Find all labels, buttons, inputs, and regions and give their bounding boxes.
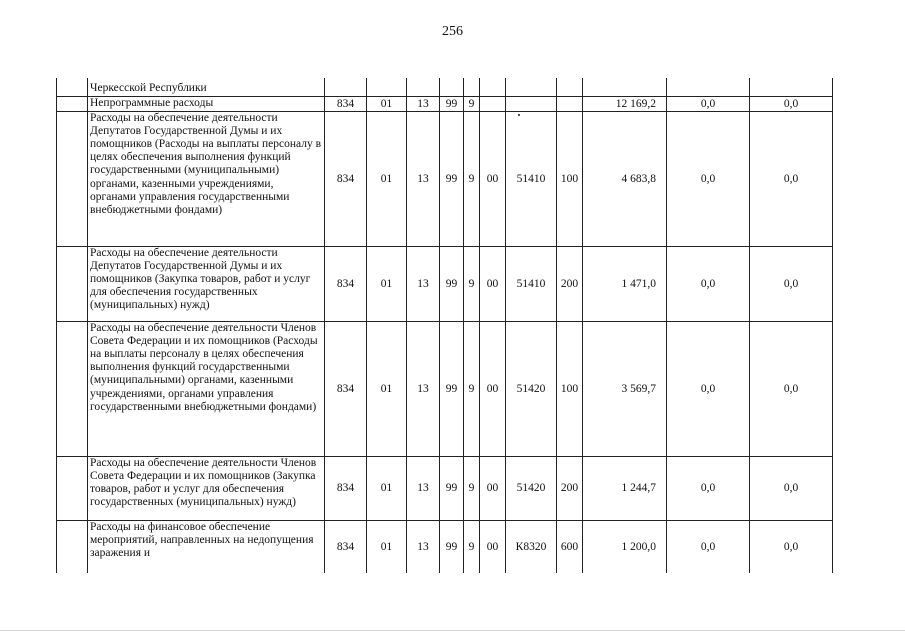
amount-cell (583, 78, 667, 96)
table-row (57, 456, 833, 520)
code-cell-c2: 01 (367, 96, 407, 111)
code-cell-c3: 13 (407, 111, 440, 246)
amount-year2-cell: 0,0 (667, 456, 750, 520)
page-bottom-edge (0, 630, 905, 631)
code-cell-c4: 99 (440, 456, 464, 520)
code-cell-c6: 00 (480, 111, 506, 246)
amount-year2-cell: 0,0 (667, 520, 750, 573)
expense-description: Расходы на финансовое обеспечение мероприятий, направленных на недопущения заражения и (88, 520, 325, 573)
amount-year2-cell: 0,0 (667, 321, 750, 456)
amount-year3-cell: 0,0 (750, 520, 833, 573)
amount-cell: 4 683,8 (583, 111, 667, 246)
row-number-cell (57, 246, 88, 321)
budget-table (56, 78, 833, 573)
code-cell-c1: 834 (325, 321, 367, 456)
code-cell-c7: 51420 (506, 456, 557, 520)
table-row (57, 111, 833, 246)
page-number: 256 (442, 24, 463, 39)
code-cell-c7: 51420 (506, 321, 557, 456)
code-cell-c5 (464, 78, 480, 96)
code-cell-c5: 9 (464, 321, 480, 456)
code-cell-c8 (557, 78, 583, 96)
code-cell-c3: 13 (407, 96, 440, 111)
code-cell-c5: 9 (464, 520, 480, 573)
amount-year3-cell: 0,0 (750, 96, 833, 111)
code-cell-c2: 01 (367, 456, 407, 520)
code-cell-c8 (557, 96, 583, 111)
amount-year3-cell: 0,0 (750, 321, 833, 456)
code-cell-c3: 13 (407, 246, 440, 321)
code-cell-c1 (325, 78, 367, 96)
code-cell-c5: 9 (464, 246, 480, 321)
amount-year2-cell (667, 78, 750, 96)
code-cell-c5: 9 (464, 96, 480, 111)
expense-description: Расходы на обеспечение деятельности Депутатов Государственной Думы и их помощников (Закупка товаров, работ и услуг для обеспечения государственных (муниципальных) нужд) (88, 246, 325, 321)
amount-year3-cell: 0,0 (750, 456, 833, 520)
code-cell-c8: 100 (557, 111, 583, 246)
expense-description: Черкесской Республики (88, 78, 325, 96)
code-cell-c2: 01 (367, 246, 407, 321)
code-cell-c6 (480, 78, 506, 96)
code-cell-c4: 99 (440, 111, 464, 246)
table-row (57, 321, 833, 456)
row-number-cell (57, 456, 88, 520)
code-cell-c6: 00 (480, 520, 506, 573)
scan-speck (518, 114, 520, 116)
code-cell-c6: 00 (480, 321, 506, 456)
code-cell-c8: 100 (557, 321, 583, 456)
amount-year2-cell: 0,0 (667, 246, 750, 321)
amount-year2-cell: 0,0 (667, 111, 750, 246)
code-cell-c8: 600 (557, 520, 583, 573)
code-cell-c2: 01 (367, 321, 407, 456)
expense-description: Расходы на обеспечение деятельности Членов Совета Федерации и их помощников (Закупка товаров, работ и услуг для обеспечения государственных (муниципальных) нужд) (88, 456, 325, 520)
amount-cell: 1 244,7 (583, 456, 667, 520)
code-cell-c5: 9 (464, 111, 480, 246)
code-cell-c6 (480, 96, 506, 111)
code-cell-c8: 200 (557, 246, 583, 321)
table-row (57, 96, 833, 111)
row-number-cell (57, 321, 88, 456)
code-cell-c7: 51410 (506, 111, 557, 246)
code-cell-c1: 834 (325, 456, 367, 520)
code-cell-c3: 13 (407, 456, 440, 520)
code-cell-c2 (367, 78, 407, 96)
code-cell-c5: 9 (464, 456, 480, 520)
code-cell-c4: 99 (440, 321, 464, 456)
amount-cell: 1 471,0 (583, 246, 667, 321)
code-cell-c1: 834 (325, 520, 367, 573)
row-number-cell (57, 111, 88, 246)
amount-year2-cell: 0,0 (667, 96, 750, 111)
code-cell-c2: 01 (367, 111, 407, 246)
expense-description: Непрограммные расходы (88, 96, 325, 111)
row-number-cell (57, 96, 88, 111)
amount-year3-cell: 0,0 (750, 111, 833, 246)
code-cell-c3: 13 (407, 321, 440, 456)
code-cell-c7: 51410 (506, 246, 557, 321)
amount-cell: 1 200,0 (583, 520, 667, 573)
code-cell-c7 (506, 78, 557, 96)
table-row (57, 78, 833, 96)
table-row (57, 246, 833, 321)
code-cell-c3 (407, 78, 440, 96)
amount-cell: 12 169,2 (583, 96, 667, 111)
amount-year3-cell (750, 78, 833, 96)
amount-year3-cell: 0,0 (750, 246, 833, 321)
code-cell-c4 (440, 78, 464, 96)
code-cell-c7 (506, 96, 557, 111)
code-cell-c6: 00 (480, 246, 506, 321)
table-row (57, 520, 833, 573)
code-cell-c2: 01 (367, 520, 407, 573)
amount-cell: 3 569,7 (583, 321, 667, 456)
expense-description: Расходы на обеспечение деятельности Депутатов Государственной Думы и их помощников (Расходы на выплаты персоналу в целях обеспечения выполнения функций государственными (муниципальными) органами, казенными учреждениями, органами управления государственными внебюджетными фондами) (88, 111, 325, 246)
code-cell-c1: 834 (325, 111, 367, 246)
code-cell-c1: 834 (325, 96, 367, 111)
code-cell-c3: 13 (407, 520, 440, 573)
code-cell-c4: 99 (440, 96, 464, 111)
row-number-cell (57, 78, 88, 96)
row-number-cell (57, 520, 88, 573)
code-cell-c1: 834 (325, 246, 367, 321)
code-cell-c6: 00 (480, 456, 506, 520)
code-cell-c8: 200 (557, 456, 583, 520)
code-cell-c7: К8320 (506, 520, 557, 573)
code-cell-c4: 99 (440, 246, 464, 321)
expense-description: Расходы на обеспечение деятельности Членов Совета Федерации и их помощников (Расходы на выплаты персоналу в целях обеспечения выполнения функций государственными (муниципальными) органами, казенными учреждениями, органами управления государственными внебюджетными фондами) (88, 321, 325, 456)
code-cell-c4: 99 (440, 520, 464, 573)
